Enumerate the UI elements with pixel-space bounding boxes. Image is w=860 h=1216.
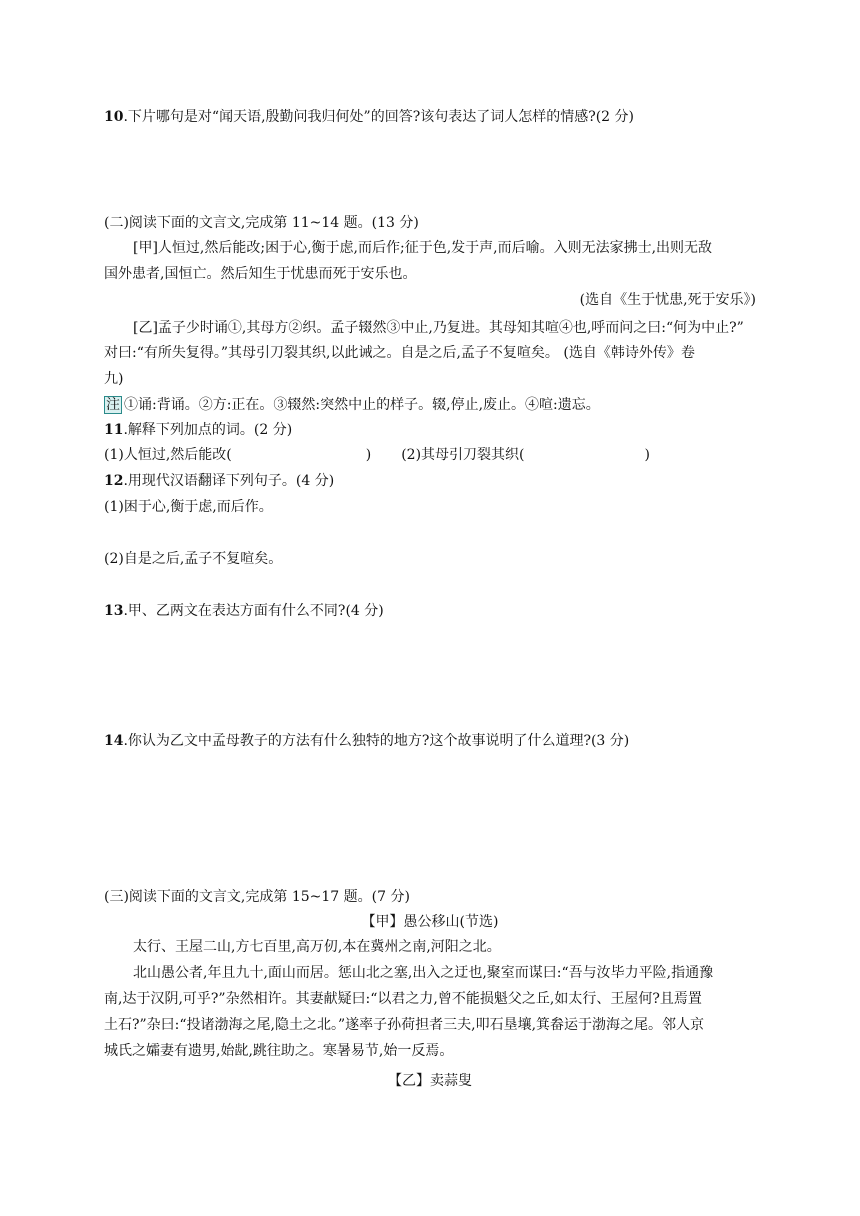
- passage-jia-line-2: 国外患者,国恒亡。然后知生于忧患而死于安乐也。: [104, 266, 417, 282]
- passage-yi-line-1: [乙]孟子少时诵①,其母方②织。孟子辍然③中止,乃复进。其母知其喧④也,呼而问之曰:“何为中止?”: [133, 320, 744, 336]
- question-14: [104, 731, 629, 751]
- passage-yi-title: 【乙】卖蒜叟: [388, 1073, 472, 1089]
- passage-jia-source: (选自《生于忧患,死于安乐》): [579, 292, 756, 308]
- passage-paragraph-2-line-2: 南,达于汉阴,可乎?”杂然相许。其妻献疑曰:“以君之力,曾不能损魁父之丘,如太行、王屋何?且焉置: [104, 991, 702, 1007]
- annotation-line: [104, 395, 600, 415]
- question-text: .下片哪句是对“闻天语,殷勤问我归何处”的回答?该句表达了词人怎样的情感?(2 分): [123, 109, 634, 125]
- passage-paragraph-1: 太行、王屋二山,方七百里,高万仞,本在冀州之南,河阳之北。: [133, 939, 501, 955]
- section-3-heading: (三)阅读下面的文言文,完成第 15~17 题。(7 分): [104, 889, 410, 905]
- question-text: .你认为乙文中孟母教子的方法有什么独特的地方?这个故事说明了什么道理?(3 分): [123, 733, 630, 749]
- item-2-text: (2)其母引刀裂其织(: [401, 447, 525, 463]
- question-text: .用现代汉语翻译下列句子。(4 分): [123, 473, 335, 489]
- passage-yi-line-3: 九): [104, 371, 124, 387]
- question-12-item-2: (2)自是之后,孟子不复喧矣。: [104, 551, 283, 567]
- question-number: 11: [104, 422, 124, 438]
- passage-jia-title: 【甲】愚公移山(节选): [361, 914, 499, 930]
- passage-paragraph-2-line-3: 土石?”杂曰:“投诸渤海之尾,隐土之北。”遂率子孙荷担者三夫,叩石垦壤,箕畚运于渤海之尾。邻人京: [104, 1017, 705, 1033]
- question-12: [104, 471, 334, 491]
- question-number: 14: [104, 733, 124, 749]
- section-2-heading: (二)阅读下面的文言文,完成第 11~14 题。(13 分): [104, 215, 419, 231]
- question-11: [104, 420, 292, 440]
- question-number: 13: [104, 603, 124, 619]
- passage-jia-line-1: [甲]人恒过,然后能改;困于心,衡于虑,而后作;征于色,发于声,而后喻。入则无法家拂士,出则无敌: [133, 240, 713, 256]
- question-12-item-1: (1)困于心,衡于虑,而后作。: [104, 499, 273, 515]
- question-number: 12: [104, 473, 124, 489]
- question-11-items: [104, 445, 650, 465]
- item-2-close: ): [644, 447, 650, 463]
- note-label: 注: [106, 397, 120, 413]
- note-text: ①诵:背诵。②方:正在。③辍然:突然中止的样子。辍,停止,废止。④喧:遗忘。: [124, 397, 600, 413]
- passage-paragraph-2-line-1: 北山愚公者,年且九十,面山而居。惩山北之塞,出入之迂也,聚室而谋曰:“吾与汝毕力平险,指通豫: [133, 965, 714, 981]
- question-10: [104, 107, 634, 127]
- question-number: 10: [104, 109, 124, 125]
- item-1-close: ): [365, 447, 372, 463]
- question-text: .解释下列加点的词。(2 分): [123, 422, 293, 438]
- question-text: .甲、乙两文在表达方面有什么不同?(4 分): [123, 603, 384, 619]
- question-13: [104, 601, 384, 621]
- passage-paragraph-2-line-4: 城氏之孀妻有遗男,始龀,跳往助之。寒暑易节,始一反焉。: [104, 1043, 454, 1059]
- passage-yi-line-2: 对曰:“有所失复得。”其母引刀裂其织,以此诫之。自是之后,孟子不复喧矣。 (选自《韩诗外传》卷: [104, 345, 695, 361]
- item-1-text: (1)人恒过,然后能改(: [104, 447, 232, 463]
